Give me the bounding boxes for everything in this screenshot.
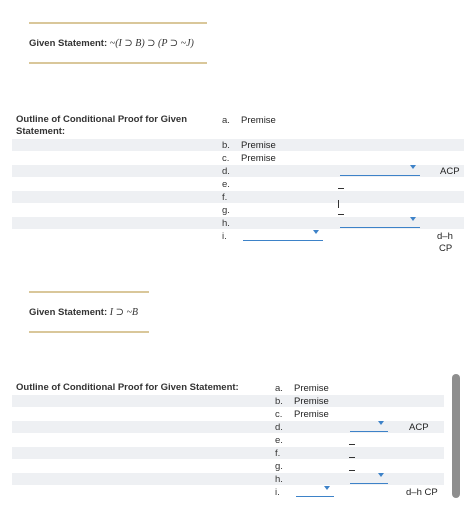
row-rule: ACP xyxy=(440,166,460,177)
row-letter: f. xyxy=(222,192,228,203)
caret-down-icon xyxy=(324,486,330,490)
blank-input[interactable] xyxy=(338,200,339,208)
row-rule: d–h xyxy=(437,231,453,242)
given-expression: I ⊃ ~B xyxy=(109,307,139,318)
section2-outline-title: Outline of Conditional Proof for Given Statement: xyxy=(16,382,239,393)
row-justification: Premise xyxy=(241,140,276,151)
row-rule: ACP xyxy=(409,422,429,433)
table-row xyxy=(12,191,464,203)
section1-outline-title: Outline of Conditional Proof for Given Statement: xyxy=(16,114,187,137)
row-letter: g. xyxy=(222,205,230,216)
statement-dropdown[interactable] xyxy=(350,421,388,432)
blank-input[interactable] xyxy=(338,214,344,215)
row-letter: b. xyxy=(275,396,283,407)
table-row xyxy=(12,447,444,459)
row-justification: Premise xyxy=(294,396,329,407)
row-letter: d. xyxy=(222,166,230,177)
row-letter: a. xyxy=(275,383,283,394)
caret-down-icon xyxy=(378,421,384,425)
table-row xyxy=(12,395,444,407)
section2-given-statement xyxy=(29,307,138,318)
row-letter: e. xyxy=(222,179,230,190)
row-justification: Premise xyxy=(241,115,276,126)
statement-dropdown[interactable] xyxy=(350,473,388,484)
section1-given-statement xyxy=(29,38,194,49)
row-letter: e. xyxy=(275,435,283,446)
row-letter: a. xyxy=(222,115,230,126)
statement-dropdown[interactable] xyxy=(340,217,420,228)
row-letter: d. xyxy=(275,422,283,433)
row-letter: g. xyxy=(275,461,283,472)
row-letter: c. xyxy=(275,409,283,420)
caret-down-icon xyxy=(410,165,416,169)
row-letter: f. xyxy=(275,448,281,459)
blank-input[interactable] xyxy=(338,188,344,189)
table-row xyxy=(12,139,464,151)
given-label: Given Statement: xyxy=(29,38,108,49)
caret-down-icon xyxy=(410,217,416,221)
section2-top-rule xyxy=(29,291,149,293)
given-expression: ~(I ⊃ B) ⊃ (P ⊃ ~J) xyxy=(109,38,194,49)
row-justification: Premise xyxy=(294,409,329,420)
row-justification: Premise xyxy=(241,153,276,164)
row-letter: i. xyxy=(222,231,227,242)
statement-dropdown[interactable] xyxy=(243,230,323,241)
row-letter: h. xyxy=(275,474,283,485)
caret-down-icon xyxy=(378,473,384,477)
row-justification: Premise xyxy=(294,383,329,394)
vertical-scrollbar[interactable] xyxy=(452,374,460,498)
row-rule: CP xyxy=(439,243,453,254)
blank-input[interactable] xyxy=(349,470,355,471)
blank-input[interactable] xyxy=(349,444,355,445)
row-letter: i. xyxy=(275,487,280,498)
row-rule: d–h CP xyxy=(406,487,438,498)
given-label: Given Statement: xyxy=(29,307,108,318)
blank-input[interactable] xyxy=(349,457,355,458)
row-letter: h. xyxy=(222,218,230,229)
caret-down-icon xyxy=(313,230,319,234)
statement-dropdown[interactable] xyxy=(340,165,420,176)
row-letter: c. xyxy=(222,153,230,164)
section2-bottom-rule xyxy=(29,331,149,333)
row-letter: b. xyxy=(222,140,230,151)
section1-bottom-rule xyxy=(29,62,207,64)
section1-top-rule xyxy=(29,22,207,24)
statement-dropdown[interactable] xyxy=(296,486,334,497)
